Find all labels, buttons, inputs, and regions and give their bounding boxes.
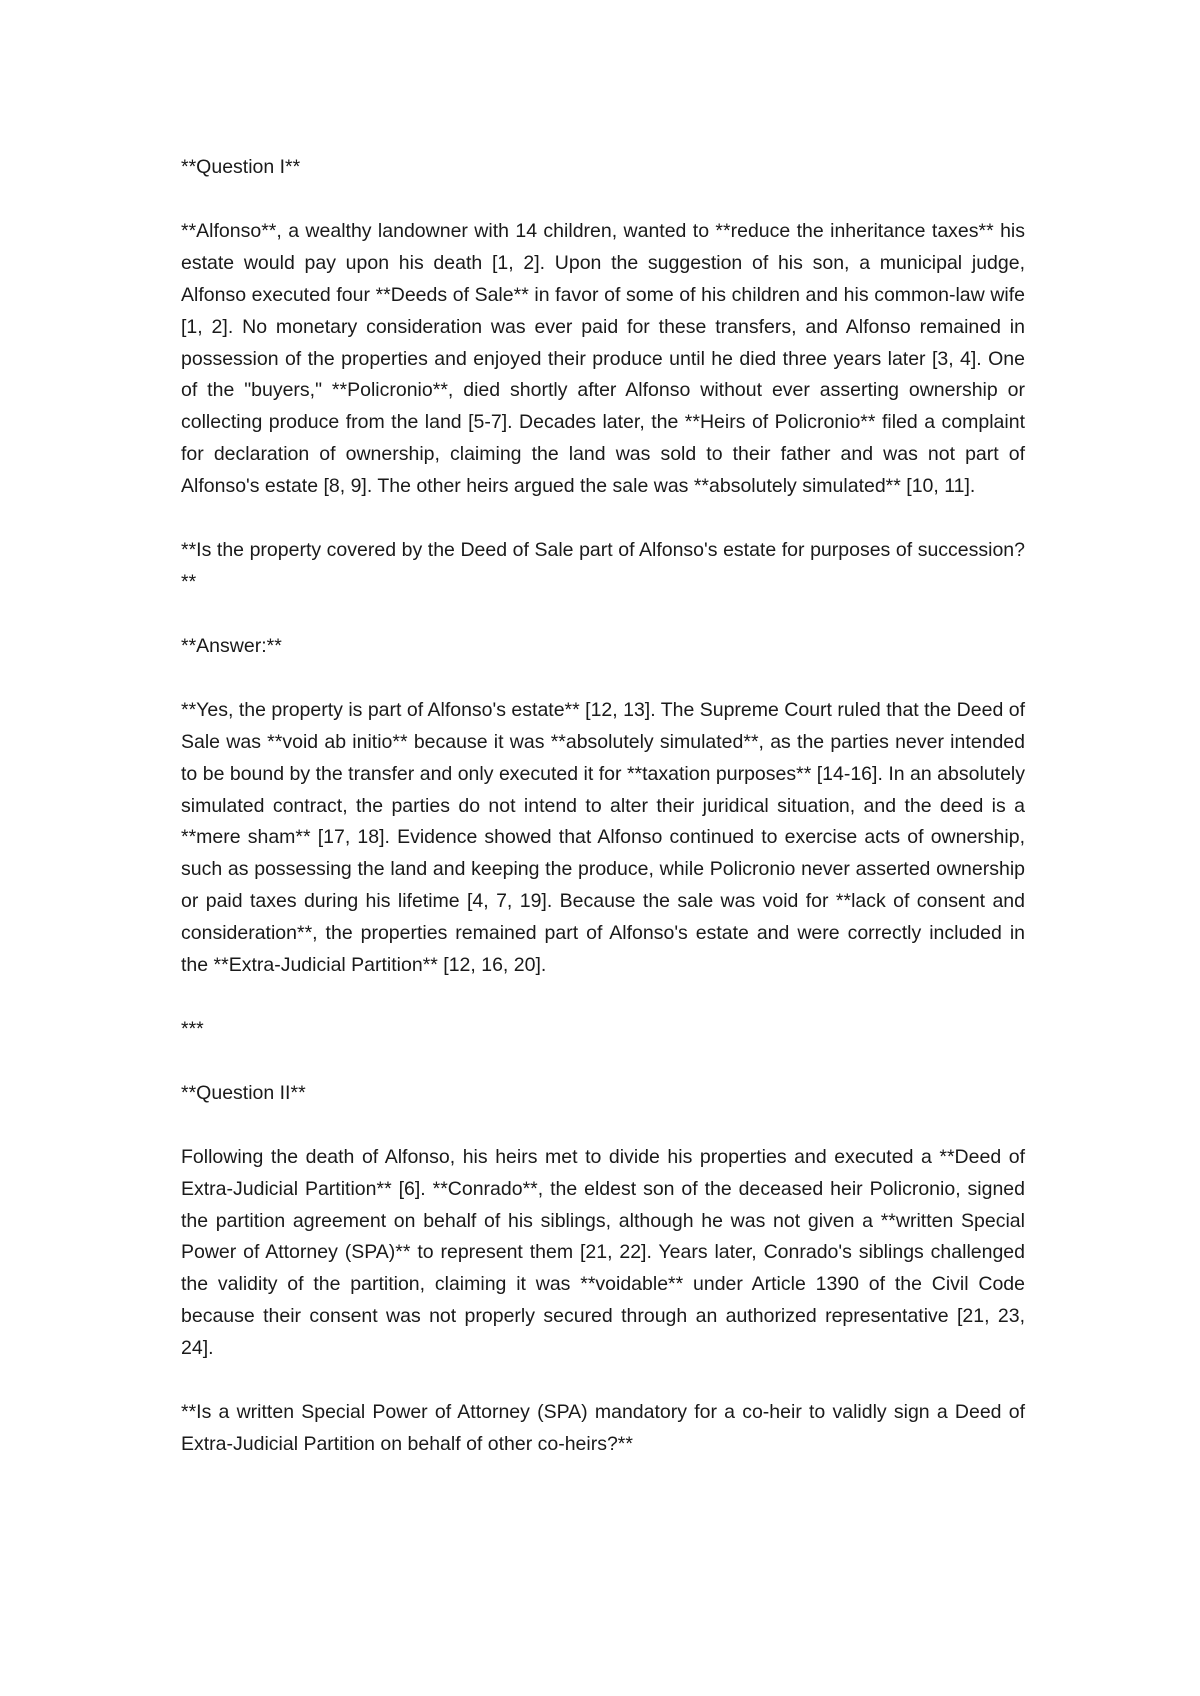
document-body xyxy=(181,152,1025,1493)
answer-1-text: **Yes, the property is part of Alfonso's estate** [12, 13]. The Supreme Court ruled that the Deed of Sale was **void ab initio** because it was **absolutely simulated**, as the parties never intended to be bound by the transfer and only executed it for **taxation purposes** [14-16]. In an absolutely simulated contract, the parties do not intend to alter their juridical situation, and the deed is a **mere sham** [17, 18]. Evidence showed that Alfonso continued to exercise acts of ownership, such as possessing the land and keeping the produce, while Policronio never asserted ownership or paid taxes during his lifetime [4, 7, 19]. Because the sale was void for **lack of consent and consideration**, the properties remained part of Alfonso's estate and were correctly included in the **Extra-Judicial Partition** [12, 16, 20]. xyxy=(181,698,1025,977)
question-2-heading: **Question II** xyxy=(181,1081,306,1104)
answer-1-label: **Answer:** xyxy=(181,634,282,657)
question-1-heading: **Question I** xyxy=(181,156,301,178)
question-2-facts: Following the death of Alfonso, his heirs met to divide his properties and executed a **Deed of Extra-Judicial Partition** [6]. **Conrado**, the eldest son of the deceased heir Policronio, signed the partition agreement on behalf of his siblings, although he was not given a **written Special Power of Attorney (SPA)** to represent them [21, 22]. Years later, Conrado's siblings challenged the validity of the partition, claiming it was **voidable** under Article 1390 of the Civil Code because their consent was not properly secured through an authorized representative [21, 23, 24]. xyxy=(181,1145,1025,1360)
question-2-prompt: **Is a written Special Power of Attorney (SPA) mandatory for a co-heir to validly sign a Deed of Extra-Judicial Partition on behalf of other co-heirs?** xyxy=(181,1401,1025,1455)
question-1-facts: **Alfonso**, a wealthy landowner with 14 children, wanted to **reduce the inheritance taxes** his estate would pay upon his death [1, 2]. Upon the suggestion of his son, a municipal judge, Alfonso executed four **Deeds of Sale** in favor of some of his children and his common-law wife [1, 2]. No monetary consideration was ever paid for these transfers, and Alfonso remained in possession of the properties and enjoyed their produce until he died three years later [3, 4]. One of the "buyers," **Policronio**, died shortly after Alfonso without ever asserting ownership or collecting produce from the land [5-7]. Decades later, the **Heirs of Policronio** filed a complaint for declaration of ownership, claiming the land was sold to their father and was not part of Alfonso's estate [8, 9]. The other heirs argued the sale was **absolutely simulated** [10, 11]. xyxy=(181,219,1025,498)
section-separator: *** xyxy=(181,1017,204,1040)
question-1-prompt: **Is the property covered by the Deed of Sale part of Alfonso's estate for purposes of succession?** xyxy=(181,539,1025,593)
